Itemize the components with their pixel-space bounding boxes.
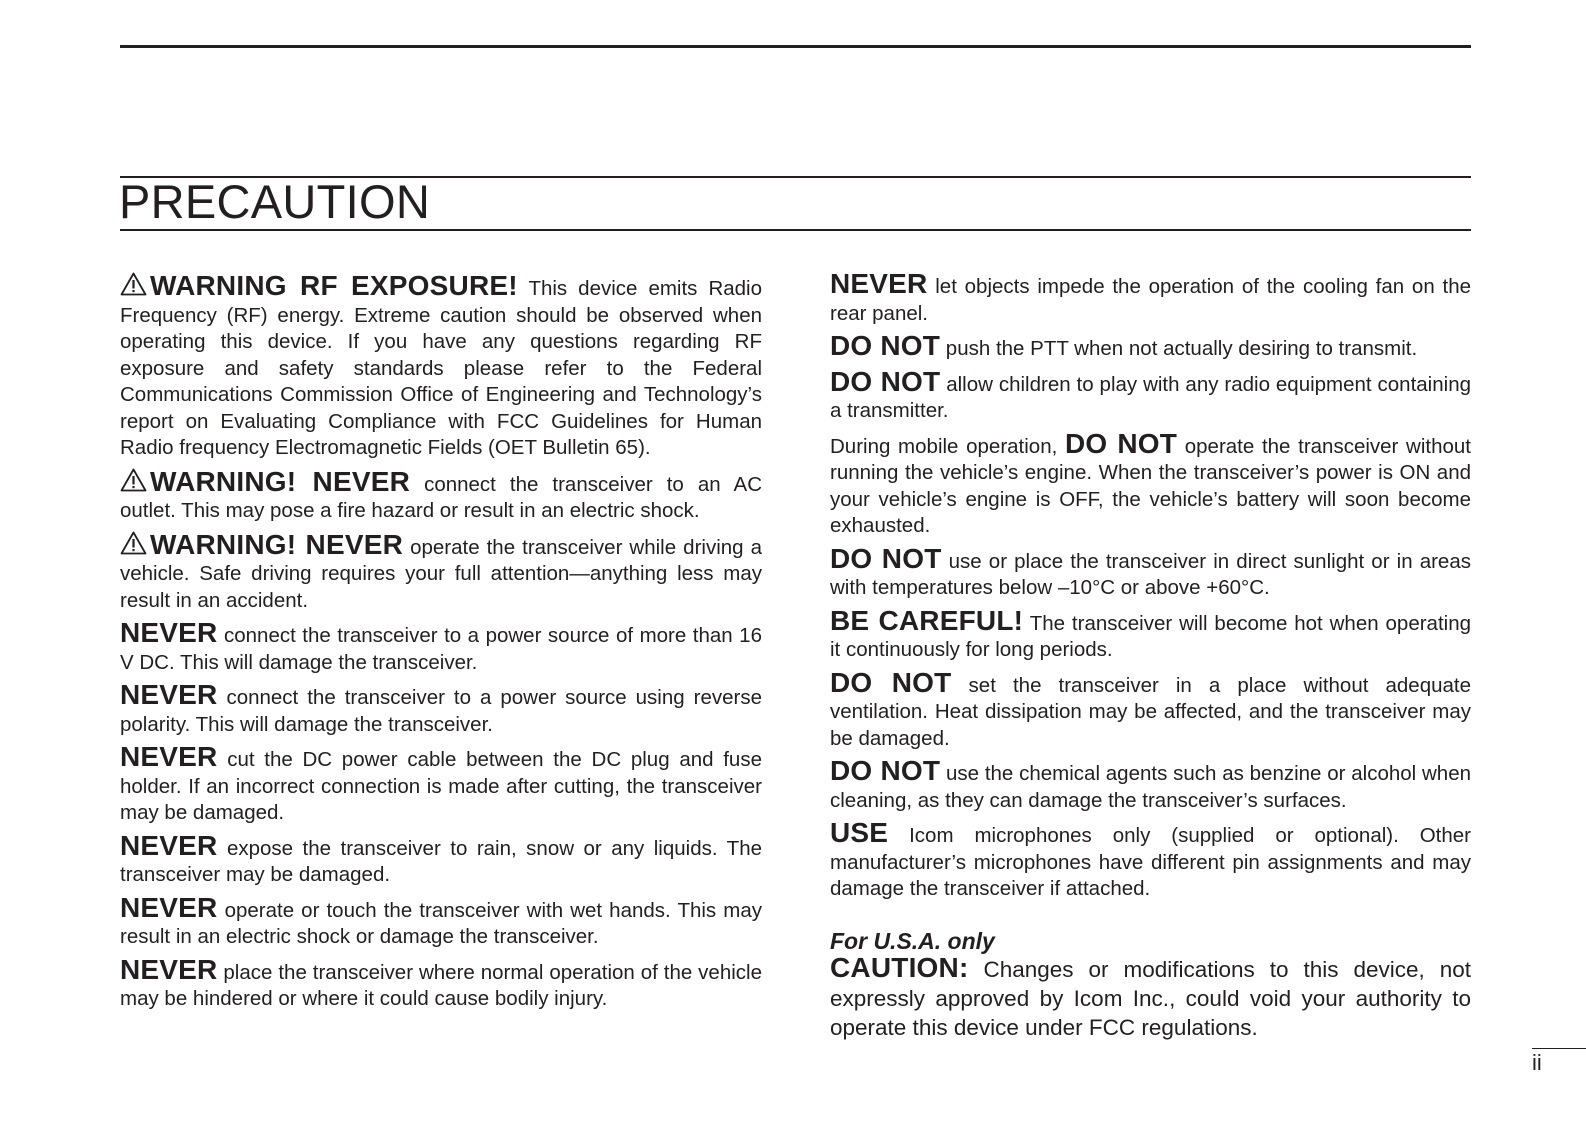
item-keyword: NEVER xyxy=(120,953,218,985)
item-keyword: DO NOT xyxy=(830,330,941,361)
caution-keyword: CAUTION: xyxy=(830,951,969,983)
item-keyword: DO NOT xyxy=(830,755,941,786)
precaution-item xyxy=(830,268,1471,327)
item-text: expose the transceiver to rain, snow or any liquids. The transceiver may be damaged. xyxy=(120,836,762,886)
item-keyword: DO NOT xyxy=(830,365,941,397)
item-keyword: WARNING! NEVER xyxy=(150,465,411,497)
left-column xyxy=(120,272,762,1019)
item-keyword: NEVER xyxy=(830,268,928,299)
item-keyword: DO NOT xyxy=(830,666,952,698)
item-text: Icom microphones only (supplied or optional). Other manufacturer’s microphones have different pin assignments and may damage the transceiver if attached. xyxy=(830,824,1471,900)
precaution-item xyxy=(120,465,762,525)
item-keyword: BE CAREFUL! xyxy=(830,604,1024,636)
item-keyword: NEVER xyxy=(120,829,218,861)
precaution-item xyxy=(830,666,1471,753)
item-text: use the chemical agents such as benzine or alcohol when cleaning, as they can damage the transceiver’s surfaces. xyxy=(830,762,1472,812)
precaution-item xyxy=(120,953,762,1013)
precaution-item xyxy=(120,679,762,738)
item-keyword: DO NOT xyxy=(830,542,942,574)
usa-label: For U.S.A. only xyxy=(830,927,995,954)
precaution-item xyxy=(830,330,1471,363)
page-number-rule xyxy=(1532,1048,1586,1049)
page-number: ii xyxy=(1532,1050,1542,1075)
item-text: use or place the transceiver in direct sunlight or in areas with temperatures below –10°C or above +60°C. xyxy=(830,549,1471,599)
item-text: let objects impede the operation of the cooling fan on the rear panel. xyxy=(830,275,1471,325)
item-text: place the transceiver where normal operation of the vehicle may be hindered or where it could cause bodily injury. xyxy=(120,960,762,1010)
warning-triangle-icon xyxy=(120,468,147,492)
precaution-item xyxy=(830,755,1472,814)
precaution-item xyxy=(120,829,762,889)
page-title: PRECAUTION xyxy=(119,175,431,228)
item-text: This device emits Radio Frequency (RF) energy. Extreme caution should be observed when operating this device. If you have any questions regarding RF exposure and safety standards please refer to the Federal Communications Commission Office of Engineering and Technology’s report on Evaluating Compliance with FCC Guidelines for Human Radio frequency Electromagnetic Fields (OET Bulletin 65). xyxy=(120,277,763,459)
item-text: cut the DC power cable between the DC plug and fuse holder. If an incorrect connection is made after cutting, the transceiver may be damaged. xyxy=(120,748,762,824)
item-text: connect the transceiver to a power source of more than 16 V DC. This will damage the transceiver. xyxy=(120,624,762,674)
item-text: operate or touch the transceiver with wet hands. This may result in an electric shock or damage the transceiver. xyxy=(120,898,762,948)
warning-triangle-icon xyxy=(120,272,147,296)
precaution-item xyxy=(830,365,1471,425)
caution-text: Changes or modifications to this device, not expressly approved by Icom Inc., could void your authority to operate this device under FCC regulations. xyxy=(830,956,1471,1040)
item-keyword: DO NOT xyxy=(1065,427,1178,459)
item-text: set the transceiver in a place without adequate ventilation. Heat dissipation may be affected, and the transceiver may be damaged. xyxy=(830,673,1471,750)
item-keyword: NEVER xyxy=(120,741,218,772)
item-keyword: WARNING! NEVER xyxy=(150,528,404,560)
precaution-item xyxy=(830,427,1472,540)
item-keyword: NEVER xyxy=(120,891,218,923)
item-keyword: NEVER xyxy=(120,679,218,710)
precaution-item xyxy=(120,528,762,615)
usa-notice xyxy=(830,927,1471,1042)
item-text: push the PTT when not actually desiring to transmit. xyxy=(945,337,1418,360)
item-prefix: During mobile operation, xyxy=(830,434,1058,458)
precaution-item xyxy=(830,604,1472,664)
item-text: operate the transceiver without running the vehicle’s engine. When the transceiver’s power is ON and your vehicle’s engine is OFF, the vehicle’s battery will soon become exhausted. xyxy=(830,434,1472,537)
precaution-item xyxy=(120,617,762,676)
item-keyword: USE xyxy=(830,817,889,848)
top-rule xyxy=(120,45,1471,48)
title-rule-bottom xyxy=(120,229,1471,231)
warning-triangle-icon xyxy=(120,531,147,555)
item-text: connect the transceiver to an AC outlet. This may pose a fire hazard or result in an electric shock. xyxy=(120,472,762,522)
item-text: connect the transceiver to a power source using reverse polarity. This will damage the transceiver. xyxy=(120,686,762,736)
precaution-item xyxy=(120,741,762,827)
caution-notice xyxy=(830,951,1471,1042)
item-text: operate the transceiver while driving a vehicle. Safe driving requires your full attention—anything less may result in an accident. xyxy=(120,535,762,612)
precaution-item xyxy=(830,542,1471,602)
precaution-item xyxy=(120,272,762,462)
precaution-item xyxy=(830,817,1471,903)
item-text: allow children to play with any radio equipment containing a transmitter. xyxy=(830,372,1471,422)
right-column xyxy=(830,268,1472,1042)
item-keyword: NEVER xyxy=(120,617,218,648)
item-text: The transceiver will become hot when operating it continuously for long periods. xyxy=(830,611,1472,661)
item-keyword: WARNING RF EXPOSURE! xyxy=(150,270,518,301)
precaution-item xyxy=(120,891,762,951)
